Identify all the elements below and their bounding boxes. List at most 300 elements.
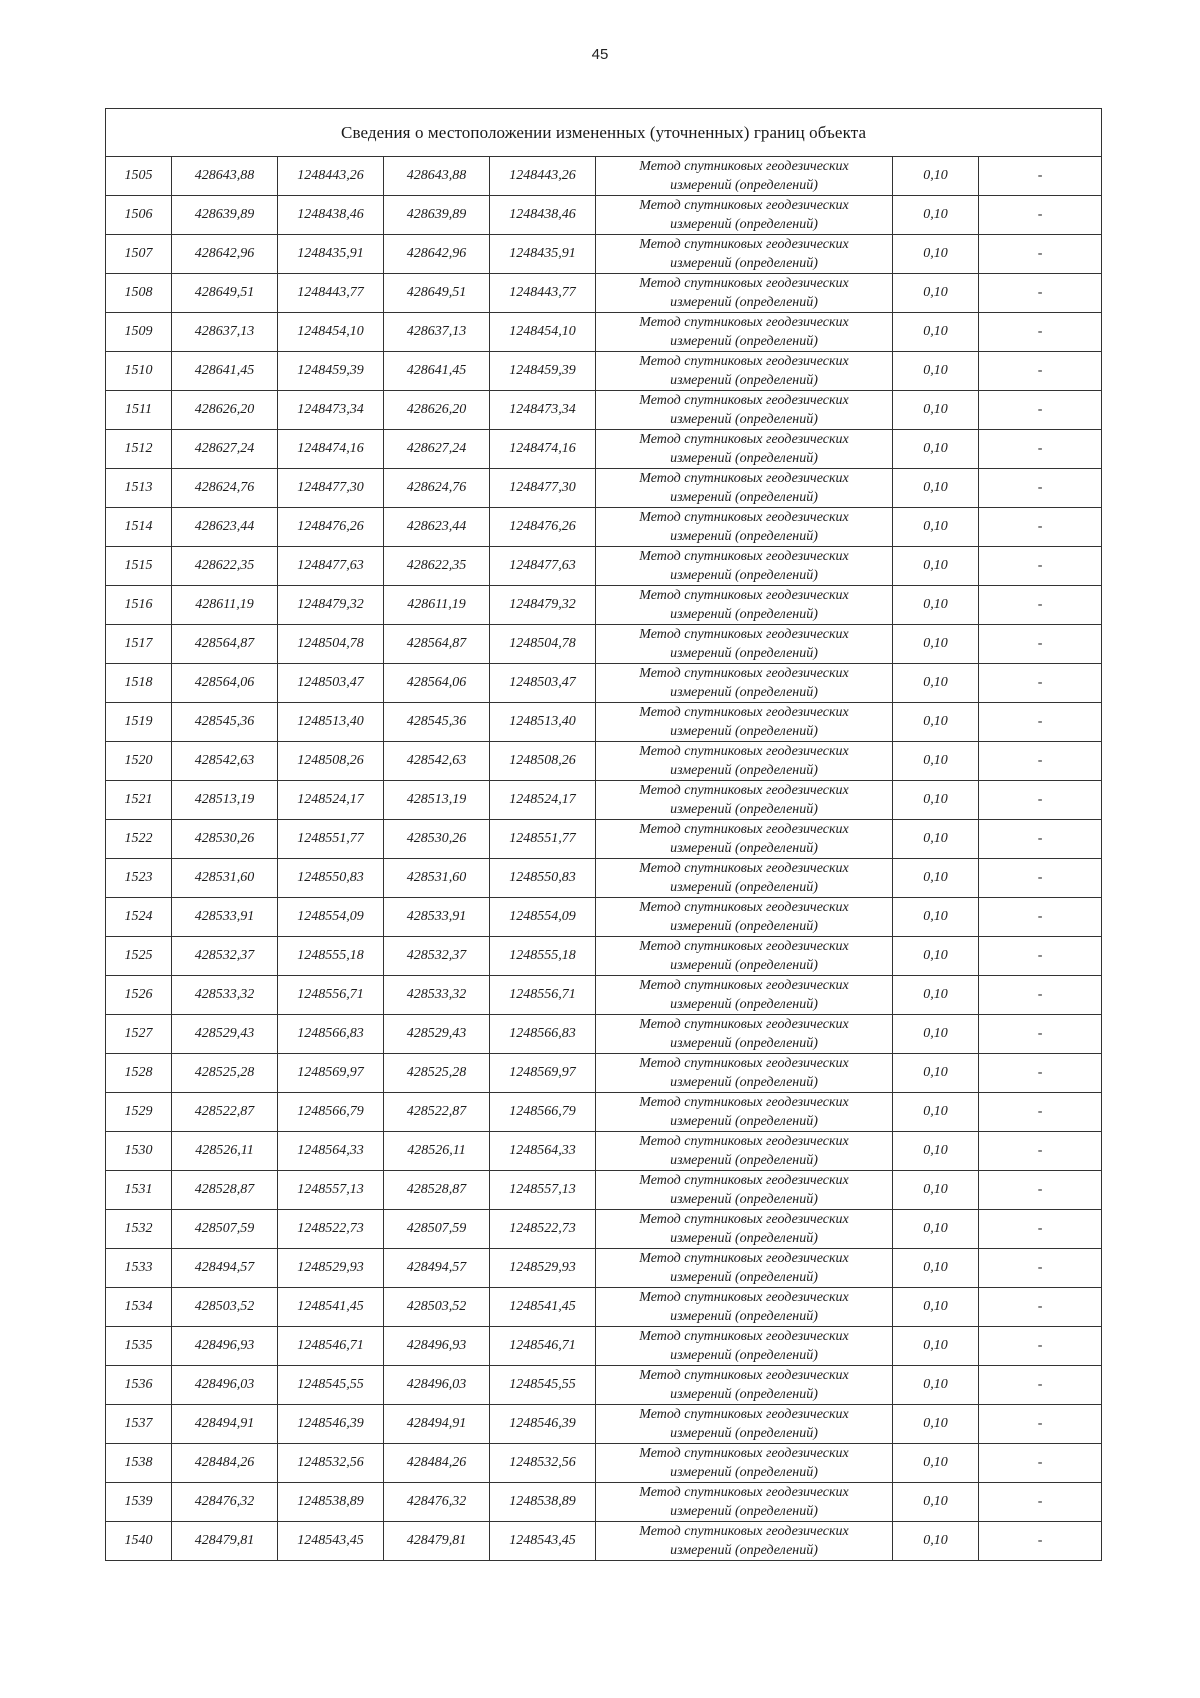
refined-x-cell: 428529,43 [384, 1015, 490, 1054]
refined-x-cell: 428626,20 [384, 391, 490, 430]
method-line-2: измерений (определений) [670, 1075, 818, 1090]
method-line-2: измерений (определений) [670, 1192, 818, 1207]
method-line-1: Метод спутниковых геодезических [639, 1095, 849, 1110]
existing-x-cell: 428529,43 [172, 1015, 278, 1054]
existing-y-cell: 1248554,09 [278, 898, 384, 937]
method-line-1: Метод спутниковых геодезических [639, 1407, 849, 1422]
point-number-cell: 1512 [106, 430, 172, 469]
refined-y-cell: 1248555,18 [490, 937, 596, 976]
point-number-cell: 1537 [106, 1405, 172, 1444]
point-number-cell: 1524 [106, 898, 172, 937]
existing-x-cell: 428542,63 [172, 742, 278, 781]
description-cell: - [979, 820, 1102, 859]
table-row [106, 313, 1102, 352]
point-number-cell: 1532 [106, 1210, 172, 1249]
existing-x-cell: 428545,36 [172, 703, 278, 742]
accuracy-cell: 0,10 [893, 1327, 979, 1366]
method-line-2: измерений (определений) [670, 217, 818, 232]
method-cell [596, 274, 893, 313]
existing-y-cell: 1248550,83 [278, 859, 384, 898]
table-row [106, 196, 1102, 235]
existing-y-cell: 1248524,17 [278, 781, 384, 820]
accuracy-cell: 0,10 [893, 1015, 979, 1054]
description-cell: - [979, 1366, 1102, 1405]
refined-x-cell: 428643,88 [384, 157, 490, 196]
method-line-1: Метод спутниковых геодезических [639, 1524, 849, 1539]
existing-x-cell: 428507,59 [172, 1210, 278, 1249]
table-row [106, 898, 1102, 937]
accuracy-cell: 0,10 [893, 1249, 979, 1288]
existing-x-cell: 428564,87 [172, 625, 278, 664]
point-number-cell: 1506 [106, 196, 172, 235]
refined-x-cell: 428496,03 [384, 1366, 490, 1405]
table-row [106, 1444, 1102, 1483]
description-cell: - [979, 313, 1102, 352]
existing-y-cell: 1248529,93 [278, 1249, 384, 1288]
table-row [106, 1366, 1102, 1405]
method-line-2: измерений (определений) [670, 607, 818, 622]
existing-x-cell: 428513,19 [172, 781, 278, 820]
refined-x-cell: 428542,63 [384, 742, 490, 781]
point-number-cell: 1510 [106, 352, 172, 391]
refined-y-cell: 1248473,34 [490, 391, 596, 430]
accuracy-cell: 0,10 [893, 820, 979, 859]
accuracy-cell: 0,10 [893, 742, 979, 781]
accuracy-cell: 0,10 [893, 547, 979, 586]
description-cell: - [979, 742, 1102, 781]
refined-y-cell: 1248541,45 [490, 1288, 596, 1327]
method-line-1: Метод спутниковых геодезических [639, 1017, 849, 1032]
existing-y-cell: 1248546,71 [278, 1327, 384, 1366]
description-cell: - [979, 196, 1102, 235]
method-line-2: измерений (определений) [670, 880, 818, 895]
existing-x-cell: 428496,93 [172, 1327, 278, 1366]
method-cell [596, 508, 893, 547]
point-number-cell: 1518 [106, 664, 172, 703]
existing-y-cell: 1248566,83 [278, 1015, 384, 1054]
method-line-2: измерений (определений) [670, 919, 818, 934]
method-cell [596, 313, 893, 352]
method-line-1: Метод спутниковых геодезических [639, 1251, 849, 1266]
method-line-2: измерений (определений) [670, 958, 818, 973]
description-cell: - [979, 664, 1102, 703]
refined-x-cell: 428641,45 [384, 352, 490, 391]
table-row [106, 235, 1102, 274]
method-line-1: Метод спутниковых геодезических [639, 744, 849, 759]
refined-x-cell: 428522,87 [384, 1093, 490, 1132]
existing-y-cell: 1248477,30 [278, 469, 384, 508]
method-line-2: измерений (определений) [670, 1231, 818, 1246]
existing-x-cell: 428623,44 [172, 508, 278, 547]
point-number-cell: 1513 [106, 469, 172, 508]
method-line-1: Метод спутниковых геодезических [639, 705, 849, 720]
table-row [106, 391, 1102, 430]
accuracy-cell: 0,10 [893, 781, 979, 820]
existing-x-cell: 428494,91 [172, 1405, 278, 1444]
existing-y-cell: 1248564,33 [278, 1132, 384, 1171]
refined-x-cell: 428564,06 [384, 664, 490, 703]
description-cell: - [979, 1171, 1102, 1210]
accuracy-cell: 0,10 [893, 625, 979, 664]
point-number-cell: 1523 [106, 859, 172, 898]
refined-y-cell: 1248476,26 [490, 508, 596, 547]
existing-x-cell: 428637,13 [172, 313, 278, 352]
existing-x-cell: 428611,19 [172, 586, 278, 625]
method-cell [596, 235, 893, 274]
refined-y-cell: 1248538,89 [490, 1483, 596, 1522]
description-cell: - [979, 157, 1102, 196]
point-number-cell: 1528 [106, 1054, 172, 1093]
refined-y-cell: 1248459,39 [490, 352, 596, 391]
method-cell [596, 1522, 893, 1561]
accuracy-cell: 0,10 [893, 703, 979, 742]
refined-x-cell: 428642,96 [384, 235, 490, 274]
point-number-cell: 1539 [106, 1483, 172, 1522]
existing-y-cell: 1248454,10 [278, 313, 384, 352]
point-number-cell: 1538 [106, 1444, 172, 1483]
existing-y-cell: 1248438,46 [278, 196, 384, 235]
method-cell [596, 1444, 893, 1483]
method-line-2: измерений (определений) [670, 1114, 818, 1129]
table-row [106, 1522, 1102, 1561]
method-line-1: Метод спутниковых геодезических [639, 588, 849, 603]
refined-x-cell: 428530,26 [384, 820, 490, 859]
table-row [106, 1015, 1102, 1054]
method-line-2: измерений (определений) [670, 1465, 818, 1480]
table-row [106, 1132, 1102, 1171]
point-number-cell: 1531 [106, 1171, 172, 1210]
point-number-cell: 1525 [106, 937, 172, 976]
table-row [106, 664, 1102, 703]
accuracy-cell: 0,10 [893, 196, 979, 235]
existing-y-cell: 1248538,89 [278, 1483, 384, 1522]
coordinates-table [105, 108, 1102, 1561]
method-line-1: Метод спутниковых геодезических [639, 1212, 849, 1227]
method-line-2: измерений (определений) [670, 841, 818, 856]
table-row [106, 1405, 1102, 1444]
accuracy-cell: 0,10 [893, 274, 979, 313]
method-cell [596, 1249, 893, 1288]
method-cell [596, 352, 893, 391]
description-cell: - [979, 1288, 1102, 1327]
existing-y-cell: 1248435,91 [278, 235, 384, 274]
existing-x-cell: 428531,60 [172, 859, 278, 898]
accuracy-cell: 0,10 [893, 1366, 979, 1405]
method-cell [596, 586, 893, 625]
method-cell [596, 625, 893, 664]
method-line-2: измерений (определений) [670, 1387, 818, 1402]
description-cell: - [979, 235, 1102, 274]
method-cell [596, 430, 893, 469]
accuracy-cell: 0,10 [893, 469, 979, 508]
refined-y-cell: 1248566,79 [490, 1093, 596, 1132]
method-line-1: Метод спутниковых геодезических [639, 1485, 849, 1500]
method-cell [596, 1366, 893, 1405]
method-line-1: Метод спутниковых геодезических [639, 822, 849, 837]
refined-y-cell: 1248513,40 [490, 703, 596, 742]
existing-y-cell: 1248566,79 [278, 1093, 384, 1132]
page-number: 45 [591, 46, 609, 63]
refined-y-cell: 1248508,26 [490, 742, 596, 781]
refined-x-cell: 428533,32 [384, 976, 490, 1015]
refined-y-cell: 1248438,46 [490, 196, 596, 235]
description-cell: - [979, 352, 1102, 391]
method-line-1: Метод спутниковых геодезических [639, 549, 849, 564]
existing-x-cell: 428649,51 [172, 274, 278, 313]
method-line-2: измерений (определений) [670, 646, 818, 661]
accuracy-cell: 0,10 [893, 352, 979, 391]
table-row [106, 1327, 1102, 1366]
existing-x-cell: 428526,11 [172, 1132, 278, 1171]
table-row [106, 703, 1102, 742]
existing-x-cell: 428564,06 [172, 664, 278, 703]
existing-x-cell: 428622,35 [172, 547, 278, 586]
method-line-1: Метод спутниковых геодезических [639, 315, 849, 330]
method-cell [596, 1405, 893, 1444]
existing-x-cell: 428627,24 [172, 430, 278, 469]
point-number-cell: 1505 [106, 157, 172, 196]
accuracy-cell: 0,10 [893, 1522, 979, 1561]
existing-x-cell: 428503,52 [172, 1288, 278, 1327]
accuracy-cell: 0,10 [893, 1171, 979, 1210]
existing-x-cell: 428641,45 [172, 352, 278, 391]
existing-x-cell: 428496,03 [172, 1366, 278, 1405]
method-line-1: Метод спутниковых геодезических [639, 1329, 849, 1344]
method-cell [596, 781, 893, 820]
point-number-cell: 1536 [106, 1366, 172, 1405]
method-line-2: измерений (определений) [670, 178, 818, 193]
method-line-1: Метод спутниковых геодезических [639, 159, 849, 174]
refined-x-cell: 428564,87 [384, 625, 490, 664]
point-number-cell: 1530 [106, 1132, 172, 1171]
method-cell [596, 1288, 893, 1327]
refined-x-cell: 428627,24 [384, 430, 490, 469]
method-line-1: Метод спутниковых геодезических [639, 1290, 849, 1305]
existing-y-cell: 1248556,71 [278, 976, 384, 1015]
existing-y-cell: 1248555,18 [278, 937, 384, 976]
existing-x-cell: 428624,76 [172, 469, 278, 508]
refined-x-cell: 428533,91 [384, 898, 490, 937]
existing-x-cell: 428479,81 [172, 1522, 278, 1561]
refined-y-cell: 1248532,56 [490, 1444, 596, 1483]
method-line-1: Метод спутниковых геодезических [639, 627, 849, 642]
existing-x-cell: 428626,20 [172, 391, 278, 430]
refined-y-cell: 1248529,93 [490, 1249, 596, 1288]
refined-y-cell: 1248474,16 [490, 430, 596, 469]
method-cell [596, 1171, 893, 1210]
description-cell: - [979, 1132, 1102, 1171]
existing-y-cell: 1248504,78 [278, 625, 384, 664]
refined-y-cell: 1248543,45 [490, 1522, 596, 1561]
method-cell [596, 196, 893, 235]
method-line-1: Метод спутниковых геодезических [639, 978, 849, 993]
refined-x-cell: 428622,35 [384, 547, 490, 586]
refined-x-cell: 428484,26 [384, 1444, 490, 1483]
existing-x-cell: 428643,88 [172, 157, 278, 196]
refined-x-cell: 428479,81 [384, 1522, 490, 1561]
existing-y-cell: 1248546,39 [278, 1405, 384, 1444]
point-number-cell: 1508 [106, 274, 172, 313]
refined-y-cell: 1248566,83 [490, 1015, 596, 1054]
existing-y-cell: 1248543,45 [278, 1522, 384, 1561]
method-cell [596, 664, 893, 703]
point-number-cell: 1514 [106, 508, 172, 547]
method-line-1: Метод спутниковых геодезических [639, 939, 849, 954]
table-row [106, 157, 1102, 196]
method-cell [596, 469, 893, 508]
description-cell: - [979, 1210, 1102, 1249]
refined-x-cell: 428525,28 [384, 1054, 490, 1093]
accuracy-cell: 0,10 [893, 976, 979, 1015]
refined-x-cell: 428532,37 [384, 937, 490, 976]
accuracy-cell: 0,10 [893, 1210, 979, 1249]
existing-y-cell: 1248476,26 [278, 508, 384, 547]
method-cell [596, 937, 893, 976]
accuracy-cell: 0,10 [893, 1132, 979, 1171]
table-row [106, 937, 1102, 976]
method-cell [596, 391, 893, 430]
description-cell: - [979, 976, 1102, 1015]
description-cell: - [979, 1249, 1102, 1288]
refined-y-cell: 1248546,71 [490, 1327, 596, 1366]
accuracy-cell: 0,10 [893, 508, 979, 547]
method-line-2: измерений (определений) [670, 1348, 818, 1363]
refined-y-cell: 1248477,30 [490, 469, 596, 508]
table-row [106, 508, 1102, 547]
point-number-cell: 1519 [106, 703, 172, 742]
existing-x-cell: 428533,91 [172, 898, 278, 937]
table-row [106, 1054, 1102, 1093]
refined-x-cell: 428476,32 [384, 1483, 490, 1522]
method-line-1: Метод спутниковых геодезических [639, 432, 849, 447]
method-line-2: измерений (определений) [670, 724, 818, 739]
point-number-cell: 1540 [106, 1522, 172, 1561]
method-cell [596, 547, 893, 586]
method-line-2: измерений (определений) [670, 763, 818, 778]
method-line-1: Метод спутниковых геодезических [639, 1368, 849, 1383]
method-cell [596, 157, 893, 196]
description-cell: - [979, 1054, 1102, 1093]
refined-y-cell: 1248479,32 [490, 586, 596, 625]
accuracy-cell: 0,10 [893, 1288, 979, 1327]
method-line-1: Метод спутниковых геодезических [639, 510, 849, 525]
table-row [106, 586, 1102, 625]
accuracy-cell: 0,10 [893, 430, 979, 469]
method-line-1: Метод спутниковых геодезических [639, 666, 849, 681]
method-line-1: Метод спутниковых геодезических [639, 861, 849, 876]
existing-y-cell: 1248477,63 [278, 547, 384, 586]
method-line-1: Метод спутниковых геодезических [639, 198, 849, 213]
point-number-cell: 1527 [106, 1015, 172, 1054]
method-line-2: измерений (определений) [670, 1036, 818, 1051]
existing-x-cell: 428533,32 [172, 976, 278, 1015]
existing-x-cell: 428532,37 [172, 937, 278, 976]
existing-x-cell: 428530,26 [172, 820, 278, 859]
description-cell: - [979, 859, 1102, 898]
method-cell [596, 898, 893, 937]
point-number-cell: 1529 [106, 1093, 172, 1132]
existing-y-cell: 1248532,56 [278, 1444, 384, 1483]
existing-x-cell: 428494,57 [172, 1249, 278, 1288]
table-row [106, 547, 1102, 586]
table-row [106, 781, 1102, 820]
table-row [106, 469, 1102, 508]
existing-x-cell: 428476,32 [172, 1483, 278, 1522]
point-number-cell: 1516 [106, 586, 172, 625]
method-line-2: измерений (определений) [670, 1543, 818, 1558]
existing-x-cell: 428522,87 [172, 1093, 278, 1132]
description-cell: - [979, 547, 1102, 586]
refined-x-cell: 428545,36 [384, 703, 490, 742]
refined-x-cell: 428649,51 [384, 274, 490, 313]
description-cell: - [979, 781, 1102, 820]
method-cell [596, 820, 893, 859]
table-row [106, 859, 1102, 898]
existing-y-cell: 1248551,77 [278, 820, 384, 859]
description-cell: - [979, 586, 1102, 625]
accuracy-cell: 0,10 [893, 1483, 979, 1522]
method-line-2: измерений (определений) [670, 1309, 818, 1324]
method-line-1: Метод спутниковых геодезических [639, 900, 849, 915]
method-line-1: Метод спутниковых геодезических [639, 1134, 849, 1149]
description-cell: - [979, 1093, 1102, 1132]
refined-y-cell: 1248564,33 [490, 1132, 596, 1171]
refined-y-cell: 1248522,73 [490, 1210, 596, 1249]
point-number-cell: 1535 [106, 1327, 172, 1366]
description-cell: - [979, 1522, 1102, 1561]
existing-y-cell: 1248443,26 [278, 157, 384, 196]
table-row [106, 976, 1102, 1015]
accuracy-cell: 0,10 [893, 1444, 979, 1483]
refined-y-cell: 1248503,47 [490, 664, 596, 703]
accuracy-cell: 0,10 [893, 859, 979, 898]
method-line-2: измерений (определений) [670, 451, 818, 466]
table-row [106, 1288, 1102, 1327]
accuracy-cell: 0,10 [893, 313, 979, 352]
refined-x-cell: 428637,13 [384, 313, 490, 352]
existing-x-cell: 428484,26 [172, 1444, 278, 1483]
refined-x-cell: 428503,52 [384, 1288, 490, 1327]
existing-y-cell: 1248522,73 [278, 1210, 384, 1249]
refined-x-cell: 428494,91 [384, 1405, 490, 1444]
accuracy-cell: 0,10 [893, 235, 979, 274]
accuracy-cell: 0,10 [893, 1093, 979, 1132]
method-line-1: Метод спутниковых геодезических [639, 276, 849, 291]
description-cell: - [979, 430, 1102, 469]
point-number-cell: 1522 [106, 820, 172, 859]
method-line-2: измерений (определений) [670, 256, 818, 271]
existing-x-cell: 428639,89 [172, 196, 278, 235]
existing-y-cell: 1248569,97 [278, 1054, 384, 1093]
refined-x-cell: 428623,44 [384, 508, 490, 547]
accuracy-cell: 0,10 [893, 1054, 979, 1093]
refined-y-cell: 1248551,77 [490, 820, 596, 859]
refined-y-cell: 1248454,10 [490, 313, 596, 352]
table-row [106, 1093, 1102, 1132]
point-number-cell: 1534 [106, 1288, 172, 1327]
accuracy-cell: 0,10 [893, 157, 979, 196]
method-line-1: Метод спутниковых геодезических [639, 471, 849, 486]
description-cell: - [979, 1483, 1102, 1522]
refined-y-cell: 1248504,78 [490, 625, 596, 664]
method-line-1: Метод спутниковых геодезических [639, 783, 849, 798]
method-cell [596, 1210, 893, 1249]
refined-y-cell: 1248524,17 [490, 781, 596, 820]
description-cell: - [979, 469, 1102, 508]
existing-y-cell: 1248503,47 [278, 664, 384, 703]
method-line-2: измерений (определений) [670, 412, 818, 427]
table-row [106, 1483, 1102, 1522]
